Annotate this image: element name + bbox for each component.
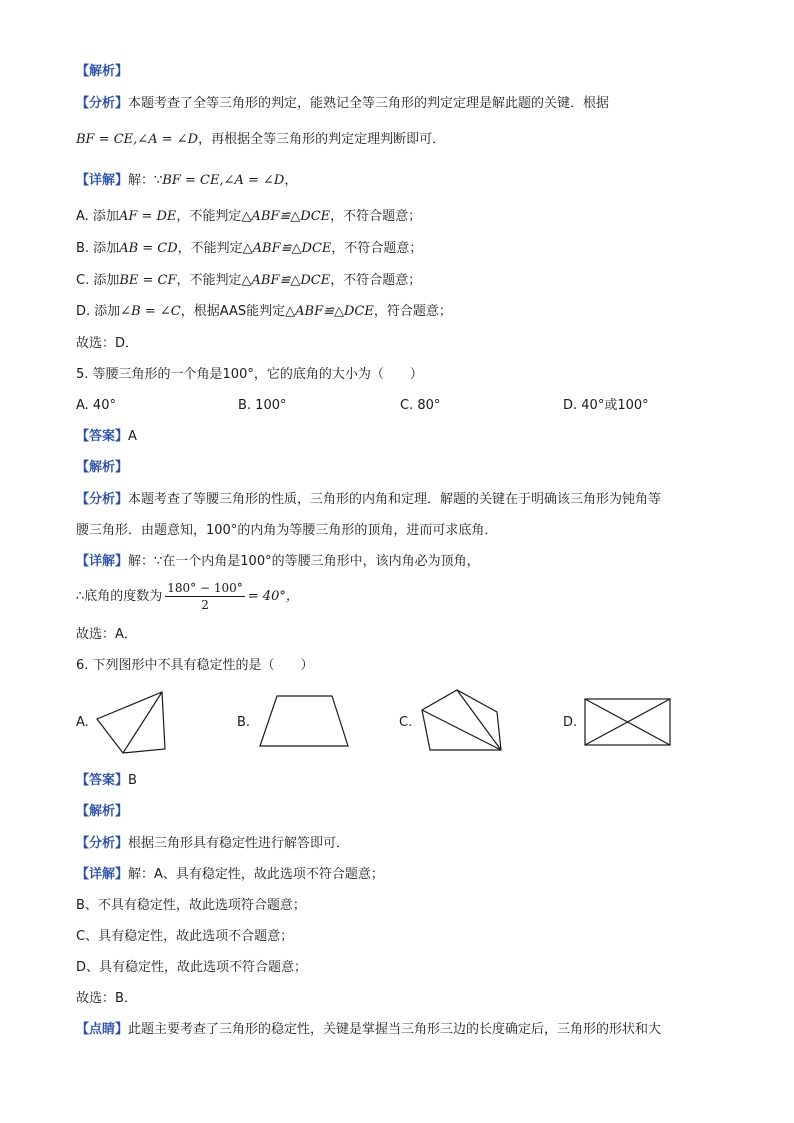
q4-fenxi: 【分析】本题考查了全等三角形的判定，能熟记全等三角形的判定定理是解此题的关键．根据: [76, 96, 610, 111]
q6-answer: 【答案】B: [76, 773, 137, 788]
q4-option-c: C. 添加BE = CF，不能判定△ABF≌△DCE，不符合题意；: [76, 273, 422, 288]
q6-fenxi: 【分析】根据三角形具有稳定性进行解答即可．: [76, 836, 350, 851]
q5-option-a: A. 40°: [76, 398, 116, 413]
q5-calculation: ∴底角的度数为 $\frac{180^\circ - 100^\circ}{2}$ = 40°，: [76, 581, 299, 612]
q5-fenxi-line2: 腰三角形．由题意知，100°的内角为等腰三角形的顶角，进而可求底角．: [76, 523, 498, 538]
q4-option-d: D. 添加∠B = ∠C，根据AAS能判定△ABF≌△DCE，符合题意；: [76, 304, 452, 319]
q6-figure-a-triangle-icon: [92, 686, 172, 758]
q6-figure-b-trapezoid-icon: [255, 692, 353, 750]
q5-fraction: $\frac{180^\circ - 100^\circ}{2}$: [167, 581, 243, 612]
q5-fenxi-line1: 【分析】本题考查了等腰三角形的性质，三角形的内角和定理．解题的关键在于明确该三角形为钝角等: [76, 492, 662, 507]
q4-choice: 故选：D．: [76, 336, 139, 351]
q6-fig-label-d: D.: [563, 715, 578, 730]
q5-analysis-heading: 【解析】: [76, 460, 129, 475]
q6-stem: 6. 下列图形中不具有稳定性的是（ ）: [76, 658, 314, 673]
q4-option-b: B. 添加AB = CD，不能判定△ABF≌△DCE，不符合题意；: [76, 241, 423, 256]
q6-line-b: B、不具有稳定性，故此选项符合题意；: [76, 898, 306, 913]
q6-detail: 【详解】解：A、具有稳定性，故此选项不符合题意；: [76, 867, 384, 882]
q4-detail: 【详解】解：∵BF = CE,∠A = ∠D，: [76, 173, 298, 188]
q6-fig-label-b: B.: [237, 715, 251, 730]
q4-option-a: A. 添加AF = DE，不能判定△ABF≌△DCE，不符合题意；: [76, 209, 422, 224]
q6-line-d: D、具有稳定性，故此选项不符合题意；: [76, 960, 308, 975]
q5-answer: 【答案】A: [76, 429, 137, 444]
q5-stem: 5. 等腰三角形的一个角是100°，它的底角的大小为（ ）: [76, 367, 423, 382]
q6-fig-label-c: C.: [399, 715, 413, 730]
q6-figure-d-rectangle-icon: [582, 696, 674, 748]
analysis-heading: 【解析】: [76, 64, 129, 79]
q5-choice: 故选：A．: [76, 627, 137, 642]
q6-fig-label-a: A.: [76, 715, 89, 730]
q6-figure-c-pentagon-icon: [417, 686, 509, 756]
q4-condition-line: BF = CE,∠A = ∠D，再根据全等三角形的判定定理判断即可．: [76, 132, 446, 147]
q6-choice: 故选：B．: [76, 991, 137, 1006]
q5-option-b: B. 100°: [238, 398, 287, 413]
q6-analysis-heading: 【解析】: [76, 804, 129, 819]
q6-line-c: C、具有稳定性，故此选项不合题意；: [76, 929, 294, 944]
q5-option-c: C. 80°: [400, 398, 441, 413]
q5-detail: 【详解】解：∵在一个内角是100°的等腰三角形中，该内角必为顶角，: [76, 554, 480, 569]
q5-option-d: D. 40°或100°: [563, 398, 649, 413]
q6-dianjing: 【点睛】此题主要考查了三角形的稳定性，关键是掌握当三角形三边的长度确定后，三角形的形状和大: [76, 1022, 662, 1037]
